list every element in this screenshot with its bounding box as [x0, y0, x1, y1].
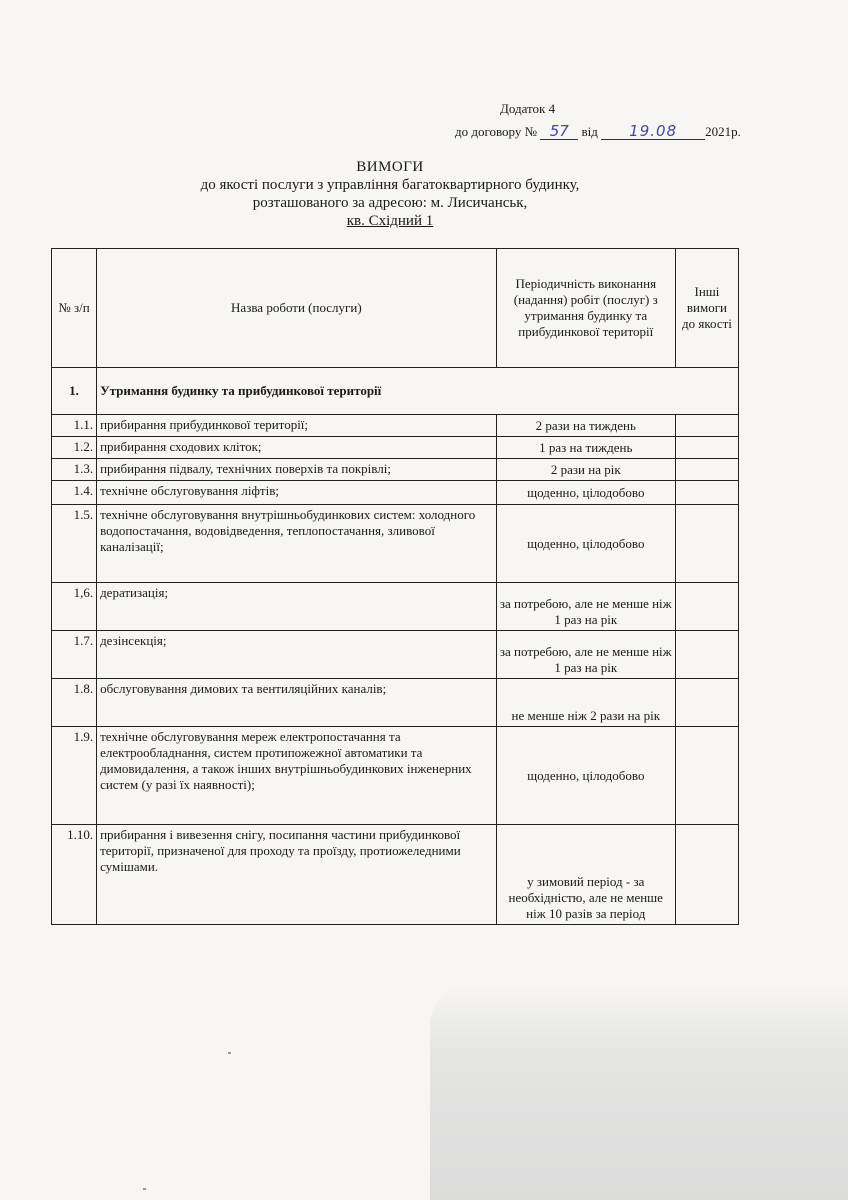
- row-other: [675, 825, 738, 925]
- header-name: Назва роботи (послуги): [97, 249, 497, 368]
- row-name: прибирання сходових кліток;: [97, 437, 497, 459]
- row-frequency: 1 раз на тиждень: [496, 437, 675, 459]
- table-row: [52, 631, 739, 679]
- row-other: [675, 505, 738, 583]
- row-num: 1.3.: [52, 459, 97, 481]
- row-num: 1.8.: [52, 679, 97, 727]
- row-name: технічне обслуговування ліфтів;: [97, 481, 497, 505]
- row-name: прибирання і вивезення снігу, посипання частини прибудинкової території, призначеної для проходу та проїзду, протиожеледними сумішами.: [97, 825, 497, 925]
- row-name: технічне обслуговування мереж електропостачання та електрообладнання, систем протипожежної автоматики та димовидалення, а також інших внутрішньобудинкових інженерних систем (у разі їх наявності);: [97, 727, 497, 825]
- row-num: 1.4.: [52, 481, 97, 505]
- document-title: [120, 158, 660, 230]
- table-row: [52, 727, 739, 825]
- table-row: [52, 437, 739, 459]
- table-row: [52, 679, 739, 727]
- row-name: прибирання прибудинкової території;: [97, 415, 497, 437]
- title-line-2: до якості послуги з управління багатоквартирного будинку,: [200, 177, 580, 193]
- row-frequency: за потребою, але не менше ніж 1 раз на рік: [496, 631, 675, 679]
- header-other: Інші вимоги до якості: [675, 249, 738, 368]
- row-other: [675, 727, 738, 825]
- row-name: обслуговування димових та вентиляційних каналів;: [97, 679, 497, 727]
- annex-label: Додаток 4: [500, 101, 556, 116]
- table-row: [52, 459, 739, 481]
- header-frequency: Періодичність виконання (надання) робіт (послуг) з утримання будинку та прибудинкової території: [496, 249, 675, 368]
- row-other: [675, 415, 738, 437]
- row-other: [675, 437, 738, 459]
- row-num: 1,6.: [52, 583, 97, 631]
- row-num: 1.1.: [52, 415, 97, 437]
- year-suffix: 2021р.: [705, 124, 741, 139]
- row-num: 1.2.: [52, 437, 97, 459]
- row-frequency: щоденно, цілодобово: [496, 481, 675, 505]
- scan-speck: [228, 1052, 231, 1054]
- row-frequency: у зимовий період - за необхідністю, але не менше ніж 10 разів за період: [496, 825, 675, 925]
- table-row: [52, 505, 739, 583]
- contract-prefix: до договору №: [455, 124, 538, 139]
- contract-date: 19.08: [601, 124, 705, 140]
- row-name: дезінсекція;: [97, 631, 497, 679]
- scan-shadow: [430, 985, 848, 1200]
- section-title: Утримання будинку та прибудинкової території: [97, 368, 739, 415]
- requirements-table: [51, 248, 739, 925]
- row-frequency: 2 рази на рік: [496, 459, 675, 481]
- row-other: [675, 631, 738, 679]
- row-frequency: не менше ніж 2 рази на рік: [496, 679, 675, 727]
- row-num: 1.7.: [52, 631, 97, 679]
- section-row: [52, 368, 739, 415]
- contract-line: [455, 124, 741, 140]
- table-row: [52, 481, 739, 505]
- header-num: № з/п: [52, 249, 97, 368]
- row-num: 1.10.: [52, 825, 97, 925]
- row-frequency: щоденно, цілодобово: [496, 727, 675, 825]
- row-frequency: за потребою, але не менше ніж 1 раз на рік: [496, 583, 675, 631]
- table-row: [52, 583, 739, 631]
- date-prefix: від: [581, 124, 598, 139]
- row-other: [675, 679, 738, 727]
- contract-number: 57: [540, 124, 578, 140]
- table-row: [52, 415, 739, 437]
- table-row: [52, 825, 739, 925]
- row-frequency: щоденно, цілодобово: [496, 505, 675, 583]
- section-num: 1.: [52, 368, 97, 415]
- row-frequency: 2 рази на тиждень: [496, 415, 675, 437]
- title-line-3: розташованого за адресою: м. Лисичанськ,: [252, 195, 528, 211]
- row-name: технічне обслуговування внутрішньобудинкових систем: холодного водопостачання, водовідведення, теплопостачання, зливової каналізації;: [97, 505, 497, 583]
- row-name: дератизація;: [97, 583, 497, 631]
- row-other: [675, 459, 738, 481]
- title-line-1: ВИМОГИ: [356, 159, 424, 175]
- row-num: 1.9.: [52, 727, 97, 825]
- row-num: 1.5.: [52, 505, 97, 583]
- title-address: кв. Східний 1: [346, 213, 434, 229]
- scan-speck: [143, 1188, 146, 1190]
- table-header-row: [52, 249, 739, 368]
- row-name: прибирання підвалу, технічних поверхів та покрівлі;: [97, 459, 497, 481]
- row-other: [675, 481, 738, 505]
- row-other: [675, 583, 738, 631]
